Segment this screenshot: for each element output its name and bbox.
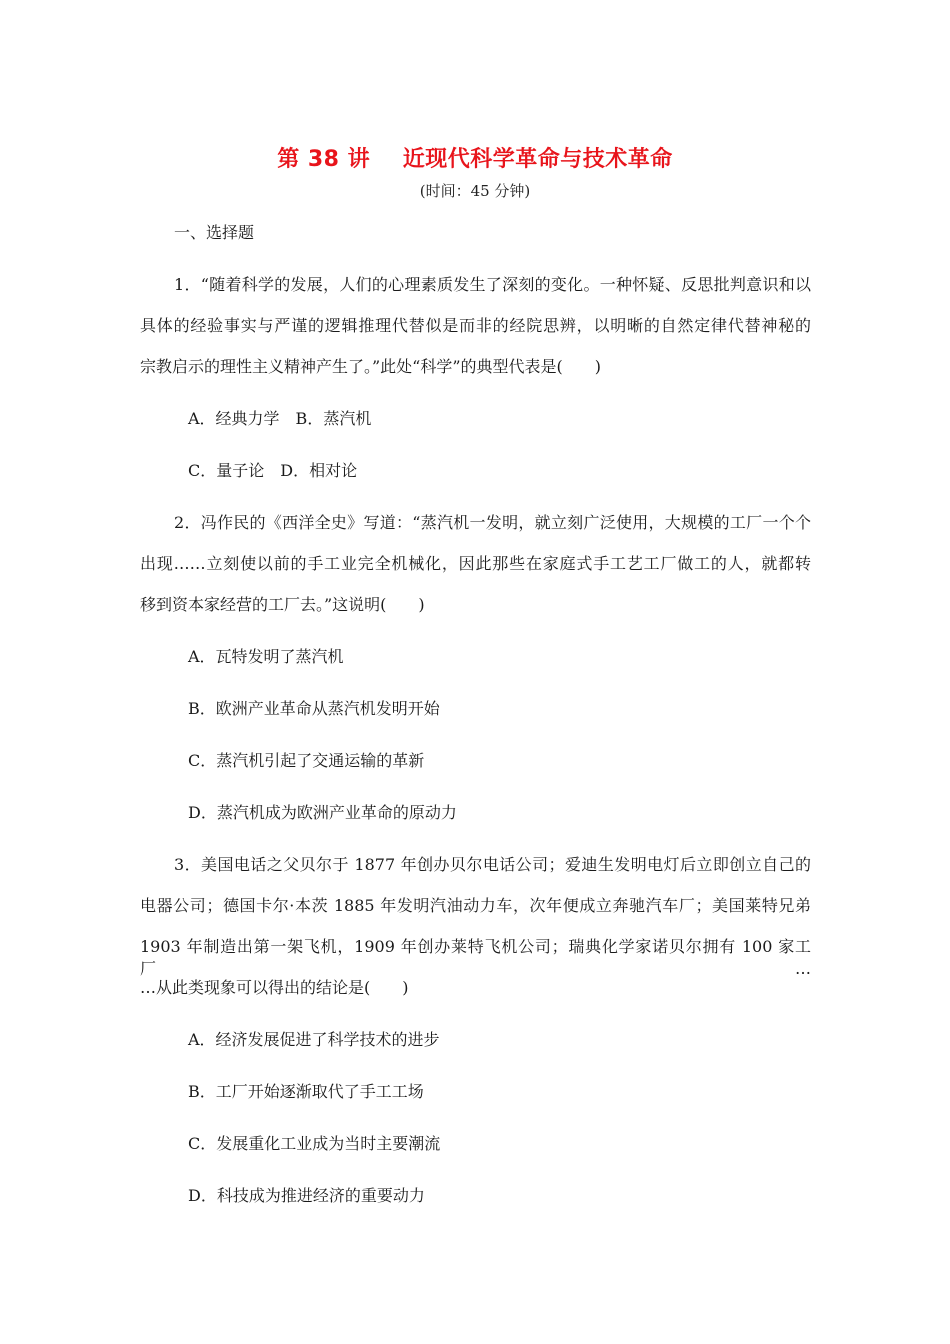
- question-3-line-3: 1903 年制造出第一架飞机，1909 年创办莱特飞机公司；瑞典化学家诺贝尔拥有 100 家工厂…: [140, 937, 811, 978]
- question-1-line-3: 宗教启示的理性主义精神产生了。”此处“科学”的典型代表是( ): [140, 357, 602, 376]
- question-1-line-1: 1．“随着科学的发展，人们的心理素质发生了深刻的变化。一种怀疑、反思批判意识和以: [174, 275, 811, 294]
- question-3-option-d: D．科技成为推进经济的重要动力: [188, 1186, 425, 1205]
- question-3-line-1: 3．美国电话之父贝尔于 1877 年创办贝尔电话公司；爱迪生发明电灯后立即创立自己的: [174, 855, 811, 874]
- question-3-option-c: C．发展重化工业成为当时主要潮流: [188, 1134, 441, 1153]
- question-1-options-ab: A．经典力学 B．蒸汽机: [188, 409, 372, 428]
- question-2-line-2: 出现……立刻使以前的手工业完全机械化，因此那些在家庭式手工艺工厂做工的人，就都转: [140, 554, 811, 573]
- question-1-line-2: 具体的经验事实与严谨的逻辑推理代替似是而非的经院思辨，以明晰的自然定律代替神秘的: [140, 316, 811, 335]
- question-3-option-a: A．经济发展促进了科学技术的进步: [188, 1030, 440, 1049]
- question-2-line-3: 移到资本家经营的工厂去。”这说明( ): [140, 595, 425, 614]
- question-1-options-cd: C．量子论 D．相对论: [188, 461, 358, 480]
- question-3-option-b: B．工厂开始逐渐取代了手工工场: [188, 1082, 424, 1101]
- question-2-option-b: B．欧洲产业革命从蒸汽机发明开始: [188, 699, 440, 718]
- question-3-line-2: 电器公司；德国卡尔·本茨 1885 年发明汽油动力车，次年便成立奔驰汽车厂；美国莱特兄弟: [140, 896, 811, 915]
- question-2-option-a: A．瓦特发明了蒸汽机: [188, 647, 344, 666]
- time-limit-subtitle: (时间：45 分钟): [419, 182, 531, 200]
- question-3-line-4: …从此类现象可以得出的结论是( ): [140, 978, 409, 997]
- question-2-option-d: D．蒸汽机成为欧洲产业革命的原动力: [188, 803, 457, 822]
- document-title: 第 38 讲 近现代科学革命与技术革命: [277, 147, 673, 172]
- section-heading: 一、选择题: [174, 223, 255, 242]
- question-2-line-1: 2．冯作民的《西洋全史》写道：“蒸汽机一发明，就立刻广泛使用，大规模的工厂一个个: [174, 513, 811, 532]
- question-2-option-c: C．蒸汽机引起了交通运输的革新: [188, 751, 425, 770]
